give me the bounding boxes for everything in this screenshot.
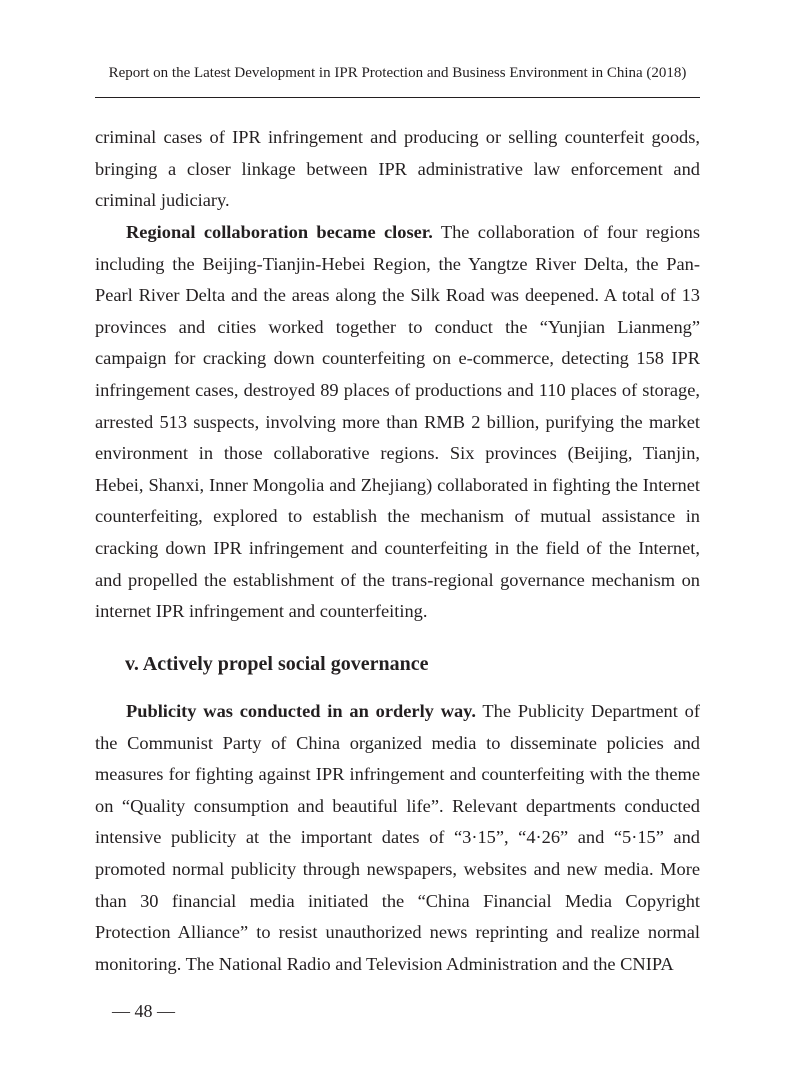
header-divider bbox=[95, 97, 700, 98]
paragraph-text: The collaboration of four regions including the Beijing-Tianjin-Hebei Region, the Yangtze River Delta, the Pan-Pearl River Delta and the areas along the Silk Road was deepened. A total of 13 provinces and cities worked together to conduct the “Yunjian Lianmeng” campaign for cracking down counterfeiting on e-commerce, detecting 158 IPR infringement cases, destroyed 89 places of productions and 110 places of storage, arrested 513 suspects, involving more than RMB 2 billion, purifying the market environment in those collaborative regions. Six provinces (Beijing, Tianjin, Hebei, Shanxi, Inner Mongolia and Zhejiang) collaborated in fighting the Internet counterfeiting, explored to establish the mechanism of mutual assistance in cracking down IPR infringement and counterfeiting in the field of the Internet, and propelled the establishment of the trans-regional governance mechanism on internet IPR infringement and counterfeiting. bbox=[95, 222, 700, 622]
paragraph-lead: Publicity was conducted in an orderly way. bbox=[126, 701, 476, 721]
page-number: — 48 — bbox=[112, 1001, 175, 1021]
paragraph-publicity bbox=[95, 696, 700, 980]
paragraph-lead: Regional collaboration became closer. bbox=[126, 222, 433, 242]
paragraph-text: criminal cases of IPR infringement and producing or selling counterfeit goods, bringing a closer linkage between IPR administrative law enforcement and criminal judiciary. bbox=[95, 127, 700, 211]
paragraph-body bbox=[95, 696, 700, 980]
paragraph-text: The Publicity Department of the Communist Party of China organized media to disseminate policies and measures for fighting against IPR infringement and counterfeiting with the theme on “Quality consumption and beautiful life”. Relevant departments conducted intensive publicity at the important dates of “3·15”, “4·26” and “5·15” and promoted normal publicity through newspapers, websites and new media. More than 30 financial media initiated the “China Financial Media Copyright Protection Alliance” to resist unauthorized news reprinting and realize normal monitoring. The National Radio and Television Administration and the CNIPA bbox=[95, 701, 700, 974]
paragraph-continuation bbox=[95, 122, 700, 217]
section-heading: v. Actively propel social governance bbox=[125, 653, 429, 675]
running-header: Report on the Latest Development in IPR Protection and Business Environment in China (2018) bbox=[108, 65, 687, 81]
paragraph-body bbox=[95, 217, 700, 628]
paragraph-regional-collaboration bbox=[95, 217, 700, 628]
